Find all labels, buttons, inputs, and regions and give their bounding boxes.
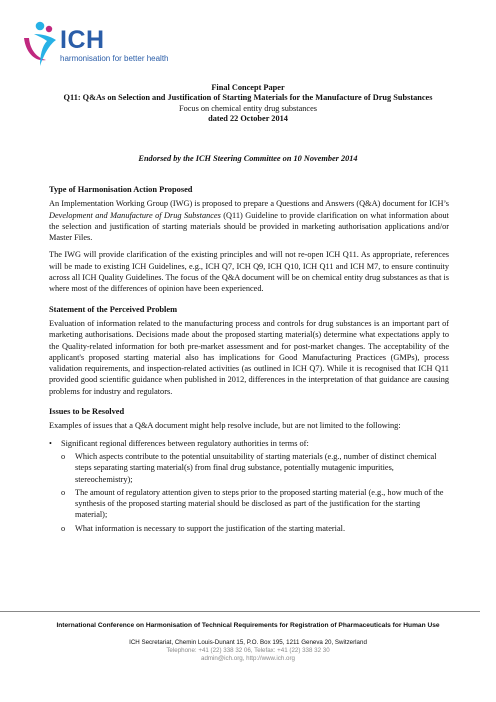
sub-bullet-icon: o <box>61 487 66 497</box>
sub-bullet-icon: o <box>61 523 66 533</box>
sub-bullet-icon: o <box>61 451 66 461</box>
footer-contact <box>10 639 486 663</box>
list-item: o Which aspects contribute to the potential unsuitability of starting materials (e.g., number of distinct chemical steps separating starting material(s) from final drug substance, potentially mutagenic impurities, stereochemistry); <box>61 451 437 484</box>
ich-logo-mark-icon <box>20 20 60 68</box>
bullet-icon: • <box>49 438 52 448</box>
document-body <box>49 184 449 534</box>
document-header <box>30 83 466 124</box>
logo-dot-cyan <box>36 22 45 31</box>
heading-issues-to-resolve: Issues to be Resolved <box>49 407 125 417</box>
footer-title: International Conference on Harmonisation of Technical Requirements for Registration of Pharmaceuticals for Human Use <box>56 622 440 629</box>
ich-logo <box>20 20 190 68</box>
document-date: dated 22 October 2014 <box>208 113 288 123</box>
paragraph-problem-statement: Evaluation of information related to the manufacturing process and controls for drug substances is an important part of marketing authorisations. Decisions made about the proposed starting material(s) determine what expectations apply to the Quality-related information for both pre-market assessment and for post-market changes. The acceptability of the applicant's proposed starting material also has implications for Good Manufacturing Practices (GMPs), process validation requirements, and inspection-related activities (as outlined in ICH Q7). While it is recognised that ICH Q11 provided good scientific guidance when published in 2012, differences in the interpretation of that guidance are causing problems for industry and regulators. <box>49 318 449 396</box>
paragraph-iwg-scope: The IWG will provide clarification of the existing principles and will not re-open ICH Q11. As appropriate, references will be made to existing ICH Guidelines, e.g., ICH Q7, ICH Q9, ICH Q10, ICH Q11 and ICH M7, to ensure continuity across all ICH Quality Guidelines. The focus of the Q&A document will be on chemical entity drug substances as that is where most of the differences of opinion have been experienced. <box>49 250 449 294</box>
document-subtitle: Focus on chemical entity drug substances <box>178 103 318 113</box>
logo-tagline: harmonisation for better health <box>60 54 169 63</box>
list-item: • Significant regional differences between regulatory authorities in terms of: <box>49 438 309 448</box>
document-title: Q11: Q&As on Selection and Justification of Starting Materials for the Manufacture of Drug Substances <box>63 93 433 103</box>
logo-name: ICH <box>60 26 105 54</box>
footer-divider <box>0 611 480 612</box>
logo-swoosh-cyan <box>34 34 56 66</box>
paragraph-issues-intro: Examples of issues that a Q&A document might help resolve include, but are not limited to the following: <box>49 421 401 431</box>
heading-type-of-action: Type of Harmonisation Action Proposed <box>49 185 193 194</box>
footer-email-web: admin@ich.org, http://www.ich.org <box>201 655 295 662</box>
list-item: o The amount of regulatory attention given to steps prior to the proposed starting material (e.g., how much of the synthesis of the proposed starting material should be disclosed as part of the justification for the starting material); <box>61 487 444 520</box>
document-type: Final Concept Paper <box>211 83 285 92</box>
list-item: o What information is necessary to support the justification of the starting material. <box>61 523 346 533</box>
logo-dot-magenta <box>46 26 52 32</box>
endorsement-line: Endorsed by the ICH Steering Committee on 10 November 2014 <box>138 154 358 163</box>
footer-address: ICH Secretariat, Chemin Louis-Dunant 15, P.O. Box 195, 1211 Geneva 20, Switzerland <box>129 639 367 646</box>
footer-phone: Telephone: +41 (22) 338 32 06, Telefax: +41 (22) 338 32 30 <box>166 647 330 654</box>
heading-perceived-problem: Statement of the Perceived Problem <box>49 304 178 314</box>
paragraph-iwg-proposal: An Implementation Working Group (IWG) is proposed to prepare a Questions and Answers (Q&A) document for ICH’s Development and Manufacture of Drug Substances (Q11) Guideline to provide clarification on what information about the selection and justification of starting materials should be provided in marketing authorisation applications and/or Master Files. <box>49 199 449 243</box>
